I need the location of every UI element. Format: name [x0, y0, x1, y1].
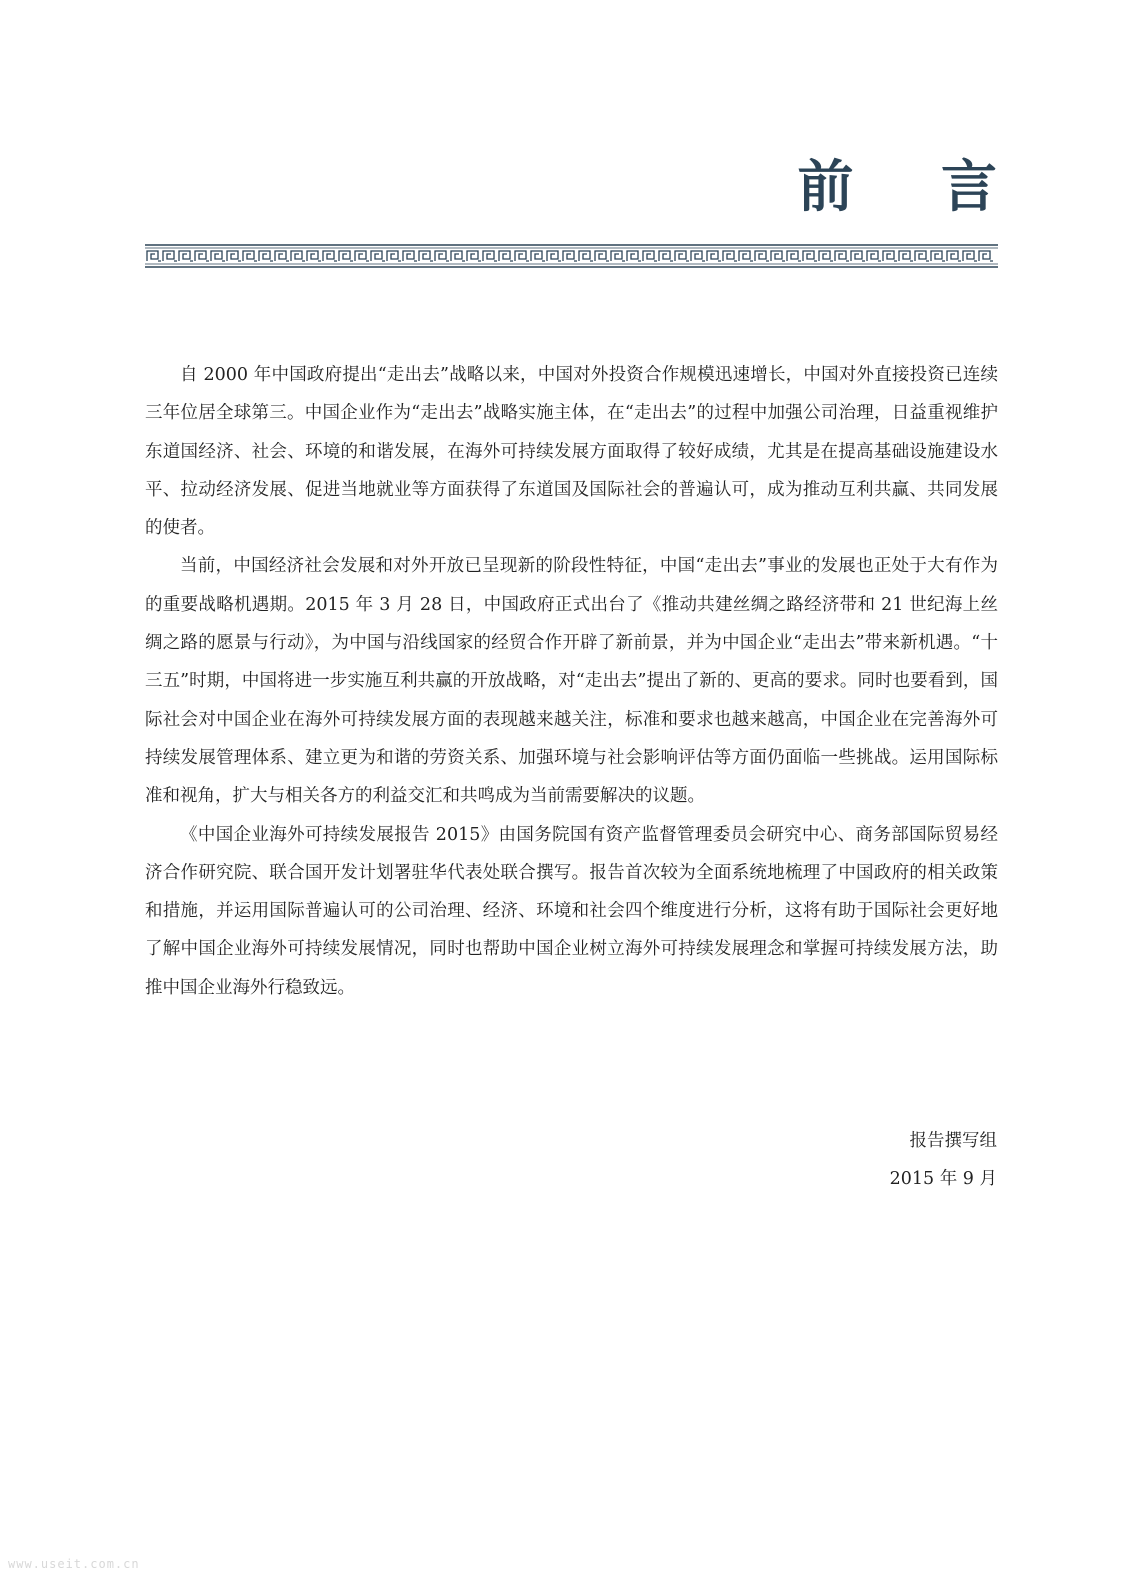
meander-unit	[819, 251, 833, 261]
meander-unit	[931, 251, 945, 261]
meander-unit	[851, 251, 865, 261]
meander-unit	[307, 251, 321, 261]
meander-unit	[627, 251, 641, 261]
meander-unit	[403, 251, 417, 261]
meander-unit	[371, 251, 385, 261]
meander-unit	[179, 251, 193, 261]
meander-unit	[547, 251, 561, 261]
signature-author: 报告撰写组	[909, 1131, 997, 1151]
meander-unit	[755, 251, 769, 261]
meander-unit	[387, 251, 401, 261]
paragraph-3: 《中国企业海外可持续发展报告 2015》由国务院国有资产监督管理委员会研究中心、商务部国际贸易经济合作研究院、联合国开发计划署驻华代表处联合撰写。报告首次较为全面系统地梳理了中国政府的相关政策和措施，并运用国际普遍认可的公司治理、经济、环境和社会四个维度进行分析，这将有助于国际社会更好地了解中国企业海外可持续发展情况，同时也帮助中国企业树立海外可持续发展理念和掌握可持续发展方法，助推中国企业海外行稳致远。	[145, 824, 998, 998]
meander-unit	[323, 251, 337, 261]
meander-unit	[643, 251, 657, 261]
paragraph-1: 自 2000 年中国政府提出“走出去”战略以来，中国对外投资合作规模迅速增长，中国对外直接投资已连续三年位居全球第三。中国企业作为“走出去”战略实施主体，在“走出去”的过程中加强公司治理，日益重视维护东道国经济、社会、环境的和谐发展，在海外可持续发展方面取得了较好成绩，尤其是在提高基础设施建设水平、拉动经济发展、促进当地就业等方面获得了东道国及国际社会的普遍认可，成为推动互利共赢、共同发展的使者。	[145, 365, 998, 539]
meander-unit	[979, 251, 993, 261]
watermark-text: www.useit.com.cn	[8, 1557, 140, 1571]
meander-unit	[243, 251, 257, 261]
meander-unit	[947, 251, 961, 261]
meander-unit	[339, 251, 353, 261]
meander-unit	[227, 251, 241, 261]
meander-unit	[787, 251, 801, 261]
meander-unit	[611, 251, 625, 261]
meander-unit	[291, 251, 305, 261]
meander-unit	[515, 251, 529, 261]
meander-unit	[803, 251, 817, 261]
meander-unit	[259, 251, 273, 261]
meander-unit	[835, 251, 849, 261]
meander-unit	[579, 251, 593, 261]
meander-unit	[435, 251, 449, 261]
meander-unit	[595, 251, 609, 261]
meander-unit	[915, 251, 929, 261]
meander-unit	[467, 251, 481, 261]
paragraph-2: 当前，中国经济社会发展和对外开放已呈现新的阶段性特征，中国“走出去”事业的发展也正处于大有作为的重要战略机遇期。2015 年 3 月 28 日，中国政府正式出台了《推动共建丝绸之路经济带和 21 世纪海上丝绸之路的愿景与行动》，为中国与沿线国家的经贸合作开辟了新前景，并为中国企业“走出去”带来新机遇。“十三五”时期，中国将进一步实施互利共赢的开放战略，对“走出去”提出了新的、更高的要求。同时也要看到，国际社会对中国企业在海外可持续发展方面的表现越来越关注，标准和要求也越来越高，中国企业在完善海外可持续发展管理体系、建立更为和谐的劳资关系、加强环境与社会影响评估等方面仍面临一些挑战。运用国际标准和视角，扩大与相关各方的利益交汇和共鸣成为当前需要解决的议题。	[145, 556, 998, 807]
page-title: 前 言	[797, 155, 1031, 220]
meander-unit	[659, 251, 673, 261]
meander-unit	[691, 251, 705, 261]
meander-unit	[675, 251, 689, 261]
meander-unit	[739, 251, 753, 261]
meander-unit	[355, 251, 369, 261]
meander-unit	[499, 251, 513, 261]
meander-unit	[723, 251, 737, 261]
meander-unit	[419, 251, 433, 261]
signature-block	[890, 1122, 997, 1199]
meander-unit	[771, 251, 785, 261]
meander-unit	[275, 251, 289, 261]
meander-unit	[163, 251, 177, 261]
meander-unit	[195, 251, 209, 261]
preface-body	[145, 356, 998, 1007]
signature-date: 2015 年 9 月	[889, 1169, 997, 1190]
meander-unit	[483, 251, 497, 261]
meander-unit	[899, 251, 913, 261]
meander-unit	[147, 251, 161, 261]
meander-unit	[963, 251, 977, 261]
meander-unit	[563, 251, 577, 261]
meander-unit	[211, 251, 225, 261]
meander-unit	[867, 251, 881, 261]
meander-unit	[707, 251, 721, 261]
meander-border-icon	[145, 244, 998, 268]
meander-unit	[883, 251, 897, 261]
meander-unit	[451, 251, 465, 261]
meander-unit	[531, 251, 545, 261]
